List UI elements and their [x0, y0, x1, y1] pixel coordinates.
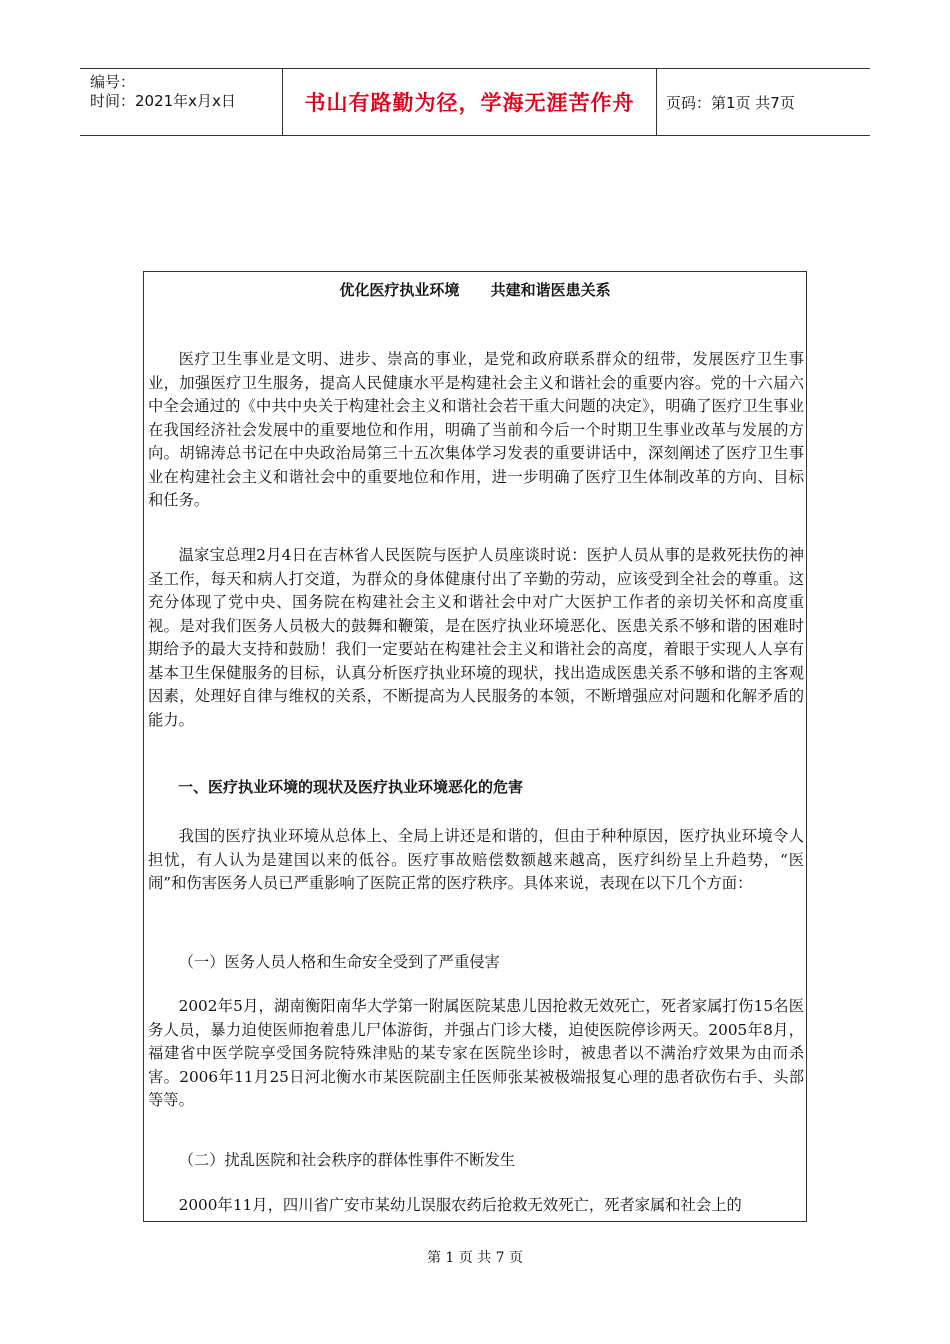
paragraph-2: 温家宝总理2月4日在吉林省人民医院与医护人员座谈时说：医护人员从事的是救死扶伤的神圣工作，每天和病人打交道，为群众的身体健康付出了辛勤的劳动，应该受到全社会的尊重。这充分体现了党中央、国务院在构建社会主义和谐社会中对广大医护工作者的亲切关怀和高度重视。是对我们医务人员极大的鼓舞和鞭策，是在医疗执业环境恶化、医患关系不够和谐的困难时期给予的最大支持和鼓励！我们一定要站在构建社会主义和谐社会的高度，着眼于实现人人享有基本卫生保健服务的目标，认真分析医疗执业环境的现状，找出造成医患关系不够和谐的主客观因素，处理好自律与维权的关系，不断提高为人民服务的本领，不断增强应对问题和化解矛盾的能力。 — [148, 546, 804, 729]
subheading-2: （二）扰乱医院和社会秩序的群体性事件不断发生 — [178, 1151, 516, 1169]
page-header — [80, 68, 870, 136]
subheading-1: （一）医务人员人格和生命安全受到了严重侵害 — [178, 953, 500, 971]
number-label: 编号： — [90, 73, 136, 91]
document-box — [143, 271, 807, 1222]
header-page-info: 页码：第1页 共7页 — [666, 93, 795, 112]
paragraph-4: 2002年5月，湖南衡阳南华大学第一附属医院某患儿因抢救无效死亡，死者家属打伤15名医务人员，暴力迫使医师抱着患儿尸体游街，并强占门诊大楼，迫使医院停诊两天。2005年8月，福建省中医学院享受国务院特殊津贴的某专家在医院坐诊时，被患者以不满治疗效果为由而杀害。2006年11月25日河北衡水市某医院副主任医师张某被极端报复心理的患者砍伤右手、头部等等。 — [148, 997, 804, 1109]
paragraph-3: 我国的医疗执业环境从总体上、全局上讲还是和谐的，但由于种种原因，医疗执业环境令人担忧，有人认为是建国以来的低谷。医疗事故赔偿数额越来越高，医疗纠纷呈上升趋势，“医闹”和伤害医务人员已严重影响了医院正常的医疗秩序。具体来说，表现在以下几个方面： — [148, 827, 804, 892]
header-motto-cell — [282, 69, 657, 135]
document-title: 优化医疗执业环境 共建和谐医患关系 — [339, 281, 611, 299]
page-footer: 第 1 页 共 7 页 — [426, 1250, 524, 1266]
header-meta — [80, 69, 282, 135]
section-heading-1: 一、医疗执业环境的现状及医疗执业环境恶化的危害 — [178, 778, 524, 796]
time-label: 时间：2021年x月x日 — [90, 92, 236, 110]
paragraph-1: 医疗卫生事业是文明、进步、崇高的事业，是党和政府联系群众的纽带，发展医疗卫生事业，加强医疗卫生服务，提高人民健康水平是构建社会主义和谐社会的重要内容。党的十六届六中全会通过的《中共中央关于构建社会主义和谐社会若干重大问题的决定》，明确了医疗卫生事业在我国经济社会发展中的重要地位和作用，明确了当前和今后一个时期卫生事业改革与发展的方向。胡锦涛总书记在中央政治局第三十五次集体学习发表的重要讲话中，深刻阐述了医疗卫生事业在构建社会主义和谐社会中的重要地位和作用，进一步明确了医疗卫生体制改革的方向、目标和任务。 — [148, 350, 804, 509]
header-motto: 书山有路勤为径，学海无涯苦作舟 — [304, 91, 635, 115]
paragraph-5: 2000年11月，四川省广安市某幼儿误服农药后抢救无效死亡，死者家属和社会上的 — [178, 1196, 742, 1214]
